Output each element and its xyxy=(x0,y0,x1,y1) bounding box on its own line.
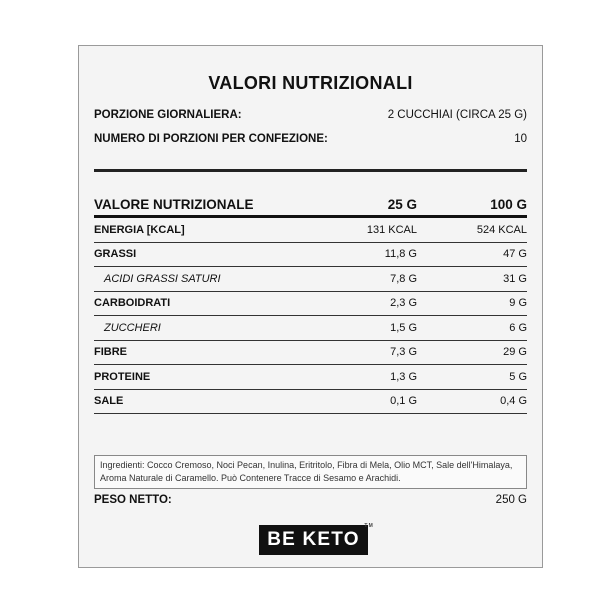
trademark-mark: TM xyxy=(364,523,374,529)
value-100g: 47 G xyxy=(503,248,527,261)
net-weight-row xyxy=(94,494,527,506)
header-nutrient: VALORE NUTRIZIONALE xyxy=(94,196,254,212)
ingredients-box: Ingredienti: Cocco Cremoso, Noci Pecan, Inulina, Eritritolo, Fibra di Mela, Olio MCT, Sale dell'Himalaya, Aroma Naturale di Caramello. Può Contenere Tracce di Sesamo e Arachidi. xyxy=(94,455,527,489)
value-25g: 7,3 G xyxy=(390,346,417,359)
portion-label: PORZIONE GIORNALIERA: xyxy=(94,109,242,121)
servings-value: 10 xyxy=(514,133,527,145)
table-row xyxy=(94,292,527,317)
value-100g: 6 G xyxy=(509,321,527,334)
table-row xyxy=(94,243,527,268)
nutrient-name: GRASSI xyxy=(94,248,137,261)
value-25g: 1,5 G xyxy=(390,321,417,334)
servings-label: NUMERO DI PORZIONI PER CONFEZIONE: xyxy=(94,133,328,145)
table-row xyxy=(94,390,527,415)
value-100g: 31 G xyxy=(503,272,527,285)
be-keto-logo xyxy=(259,523,374,555)
nutrition-label-card xyxy=(78,45,543,568)
value-100g: 524 KCAL xyxy=(476,223,527,236)
nutrient-name: ZUCCHERI xyxy=(104,321,161,334)
table-row xyxy=(94,365,527,390)
value-25g: 0,1 G xyxy=(390,395,417,408)
logo-text: BE KETO xyxy=(267,529,360,550)
nutrient-name: CARBOIDRATI xyxy=(94,297,171,310)
value-100g: 0,4 G xyxy=(500,395,527,408)
value-100g: 9 G xyxy=(509,297,527,310)
value-25g: 2,3 G xyxy=(390,297,417,310)
net-weight-label: PESO NETTO: xyxy=(94,494,172,506)
header-25g: 25 G xyxy=(387,196,417,212)
nutrient-name: ENERGIA [KCAL] xyxy=(94,223,185,236)
portion-row xyxy=(94,109,527,121)
value-25g: 1,3 G xyxy=(390,370,417,383)
nutrient-name: FIBRE xyxy=(94,346,127,359)
net-weight-value: 250 G xyxy=(495,494,527,506)
label-title: VALORI NUTRIZIONALI xyxy=(208,73,413,93)
nutrient-name: PROTEINE xyxy=(94,370,151,383)
table-header xyxy=(94,193,527,218)
nutrient-name: SALE xyxy=(94,395,124,408)
nutrition-table xyxy=(94,193,527,414)
servings-row xyxy=(94,133,527,145)
portion-value: 2 CUCCHIAI (CIRCA 25 G) xyxy=(387,109,527,121)
value-100g: 29 G xyxy=(503,346,527,359)
table-row xyxy=(94,218,527,243)
nutrient-name: ACIDI GRASSI SATURI xyxy=(104,272,221,285)
table-row xyxy=(94,316,527,341)
table-row xyxy=(94,267,527,292)
value-25g: 7,8 G xyxy=(390,272,417,285)
value-25g: 131 KCAL xyxy=(366,223,417,236)
header-100g: 100 G xyxy=(490,196,527,212)
value-25g: 11,8 G xyxy=(384,248,417,261)
table-row xyxy=(94,341,527,366)
divider-line xyxy=(94,169,527,172)
value-100g: 5 G xyxy=(509,370,527,383)
